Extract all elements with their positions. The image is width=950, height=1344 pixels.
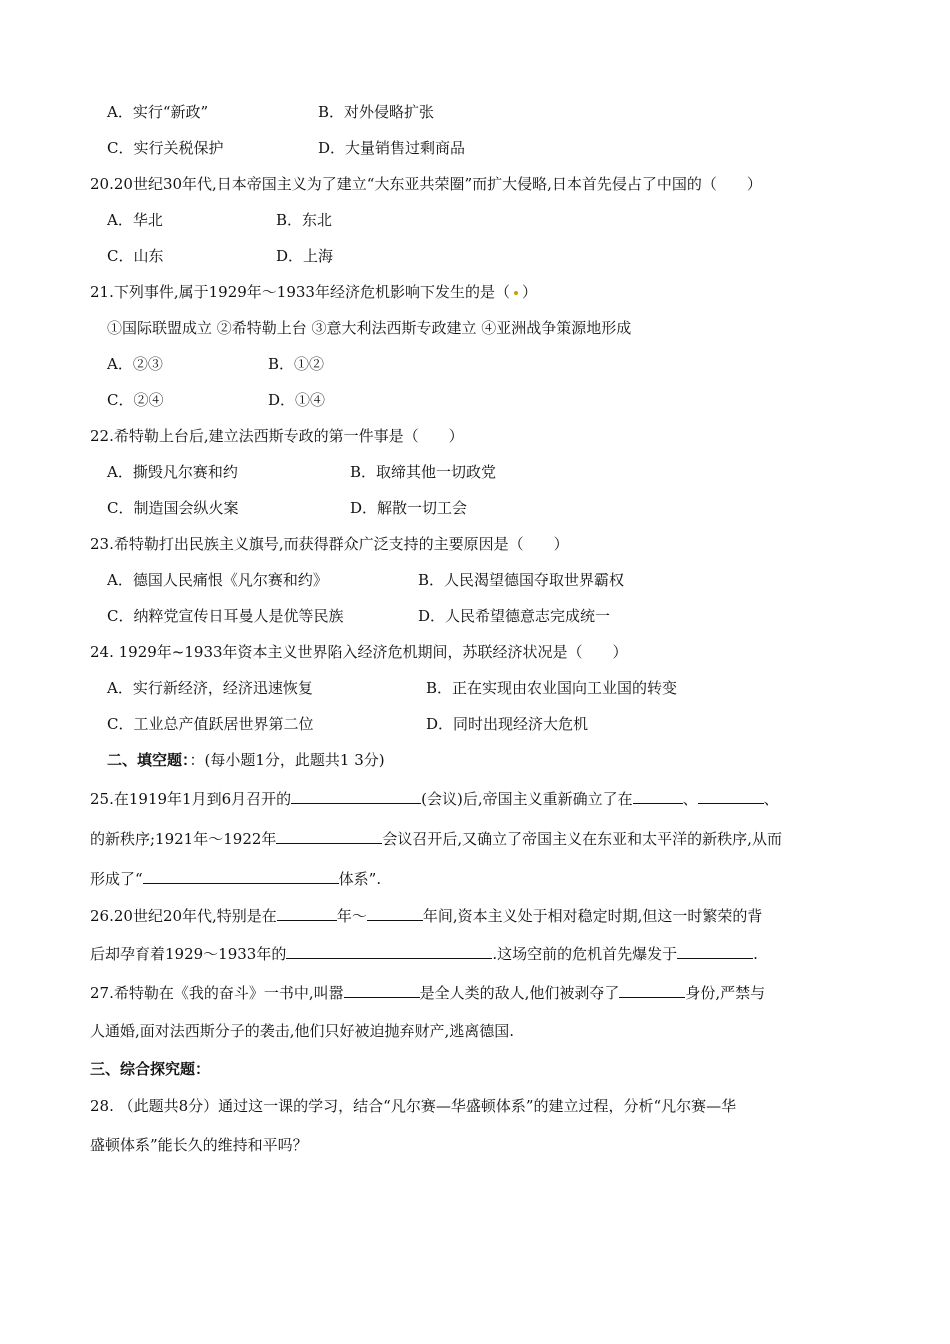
q25-text-6: 会议召开后,又确立了帝国主义在东亚和太平洋的新秩序,从而 — [382, 830, 782, 848]
q25-text-8: 体系”. — [338, 870, 382, 888]
q25-blank-region-2[interactable] — [698, 789, 764, 804]
q25-blank-region-1[interactable] — [633, 789, 683, 804]
q25-text-5: 的新秩序;1921年～1922年 — [90, 830, 277, 848]
q26-text-2: 年～ — [336, 907, 367, 925]
q24-option-a: A．实行新经济，经济迅速恢复 — [107, 679, 313, 697]
section-2-heading — [107, 750, 385, 770]
q25-line-2 — [90, 829, 782, 849]
q25-text-7: 形成了“ — [90, 870, 143, 888]
q19-option-c: C．实行关税保护 — [107, 139, 224, 157]
q25-text-1: 25.在1919年1月到6月召开的 — [90, 790, 292, 808]
q26-text-3: 年间,资本主义处于相对稳定时期,但这一时繁荣的背 — [422, 907, 763, 925]
q22-stem: 22.希特勒上台后,建立法西斯专政的第一件事是（ ） — [90, 427, 464, 445]
q20-stem: 20.20世纪30年代,日本帝国主义为了建立“大东亚共荣圈”而扩大侵略,日本首先侵占了中国的（ ） — [90, 175, 762, 193]
q27-line-1 — [90, 983, 765, 1003]
q28-line-2: 盛顿体系”能长久的维持和平吗？ — [90, 1136, 308, 1154]
q26-blank-origin[interactable] — [677, 944, 753, 959]
q27-blank-status[interactable] — [619, 983, 685, 998]
q26-text-1: 26.20世纪20年代,特别是在 — [90, 907, 277, 925]
q25-text-3: 、 — [682, 790, 698, 808]
q20-option-b: B．东北 — [276, 211, 333, 229]
q22-option-c: C．制造国会纵火案 — [107, 499, 239, 517]
q26-blank-crisis[interactable] — [286, 944, 492, 959]
q21-option-b: B．①② — [268, 355, 325, 373]
section-2-title: 二、填空题： — [107, 751, 190, 769]
q26-text-4: 后却孕育着1929～1933年的 — [90, 945, 287, 963]
q25-blank-system[interactable] — [143, 869, 339, 884]
q25-line-1 — [90, 789, 779, 809]
q25-text-4: 、 — [763, 790, 779, 808]
q24-stem: 24. 1929年~1933年资本主义世界陷入经济危机期间，苏联经济状况是（ ） — [90, 643, 628, 661]
q23-option-a: A．德国人民痛恨《凡尔赛和约》 — [107, 571, 328, 589]
q26-text-5: .这场空前的危机首先爆发于 — [492, 945, 678, 963]
q23-option-b: B．人民渴望德国夺取世界霸权 — [418, 571, 625, 589]
q25-line-3 — [90, 869, 381, 889]
q25-blank-conference[interactable] — [291, 789, 421, 804]
q21-stem-close: ） — [521, 283, 537, 301]
q24-option-b: B．正在实现由农业国向工业国的转变 — [426, 679, 678, 697]
q23-stem: 23.希特勒打出民族主义旗号,而获得群众广泛支持的主要原因是（ ） — [90, 535, 569, 553]
section-2-note: ：(每小题1分，此题共1 3分) — [189, 751, 385, 769]
q27-text-1: 27.希特勒在《我的奋斗》一书中,叫嚣 — [90, 984, 344, 1002]
q27-text-2: 是全人类的敌人,他们被剥夺了 — [419, 984, 620, 1002]
q28-line-1: 28. （此题共8分）通过这一课的学习，结合“凡尔赛—华盛顿体系”的建立过程，分析“凡尔赛—华 — [90, 1097, 737, 1115]
q20-option-d: D．上海 — [276, 247, 334, 265]
q22-option-d: D．解散一切工会 — [350, 499, 468, 517]
q26-blank-year-end[interactable] — [367, 906, 423, 921]
q23-option-c: C．纳粹党宣传日耳曼人是优等民族 — [107, 607, 344, 625]
q26-text-6: . — [753, 945, 758, 963]
q23-option-d: D．人民希望德意志完成统一 — [418, 607, 611, 625]
q21-stem-text: 21.下列事件,属于1929年～1933年经济危机影响下发生的是（ — [90, 283, 510, 301]
q24-option-c: C．工业总产值跃居世界第二位 — [107, 715, 314, 733]
q21-option-c: C．②④ — [107, 391, 164, 409]
q19-option-d: D．大量销售过剩商品 — [318, 139, 466, 157]
q20-option-a: A．华北 — [107, 211, 163, 229]
q27-blank-enemy[interactable] — [344, 983, 420, 998]
q21-items: ①国际联盟成立 ②希特勒上台 ③意大利法西斯专政建立 ④亚洲战争策源地形成 — [107, 319, 632, 337]
q21-stem — [90, 282, 537, 302]
q26-line-2 — [90, 944, 758, 964]
q19-option-a: A．实行“新政” — [107, 103, 209, 121]
q21-option-d: D．①④ — [268, 391, 326, 409]
q26-line-1 — [90, 906, 762, 926]
q20-option-c: C．山东 — [107, 247, 164, 265]
q25-blank-meeting[interactable] — [276, 829, 382, 844]
stray-dot-mark — [514, 291, 518, 295]
section-3-title: 三、综合探究题： — [90, 1060, 211, 1078]
q27-line-2: 人通婚,面对法西斯分子的袭击,他们只好被迫抛弃财产,逃离德国. — [90, 1022, 515, 1040]
q25-text-2: (会议)后,帝国主义重新确立了在 — [421, 790, 633, 808]
q22-option-b: B．取缔其他一切政党 — [350, 463, 497, 481]
q19-option-b: B．对外侵略扩张 — [318, 103, 435, 121]
q21-option-a: A．②③ — [107, 355, 163, 373]
q26-blank-year-start[interactable] — [277, 906, 337, 921]
q24-option-d: D．同时出现经济大危机 — [426, 715, 589, 733]
q27-text-3: 身份,严禁与 — [685, 984, 766, 1002]
q22-option-a: A．撕毁凡尔赛和约 — [107, 463, 238, 481]
